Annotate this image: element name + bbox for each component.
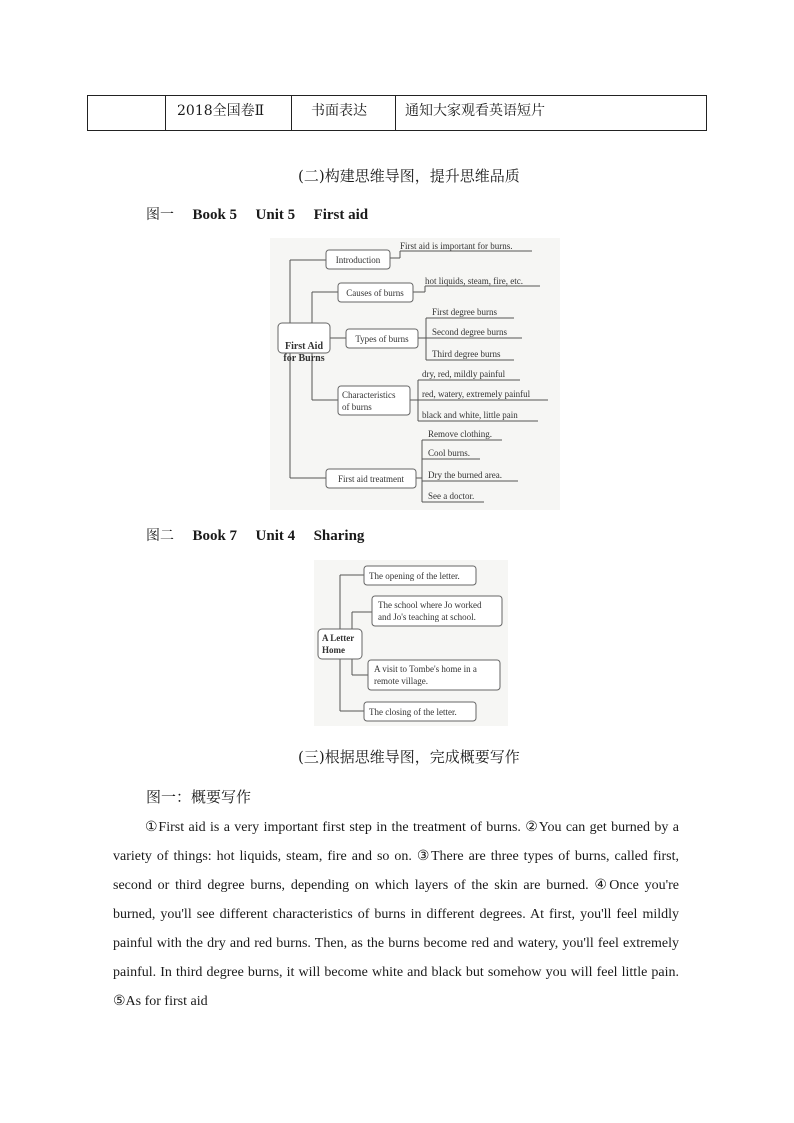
figure1-leaf: First degree burns (432, 307, 497, 317)
figure2-item-visit-line1: A visit to Tombe's home in a (374, 664, 477, 674)
table-divider (291, 96, 292, 130)
figure2-item-visit-line2: remote village. (374, 676, 428, 686)
summary-label: 图一：概要写作 (146, 788, 252, 806)
figure2-root-line2: Home (322, 645, 345, 655)
summary-paragraph: ①First aid is a very important first step in the treatment of burns. ②You can get burned by a variety of things: hot liquids, steam, fire and so on. ③There are three types of burns, called first, second or third degree burns, depending on which layers of the skin are burned. ④Once you're burned, you'll see different characteristics of burns in different degrees. At first, you'll feel mildly painful with the dry and red burns. Then, as the burns become red and watery, you'll feel extremely painful. In third degree burns, it will become white and black but somehow you will feel little pain. ⑤As for first aid (113, 820, 679, 1009)
figure1-topic: First aid (313, 207, 369, 223)
figure2-unit: Unit 4 (255, 528, 296, 544)
figure2-mindmap (314, 560, 508, 726)
figure1-leaf: red, watery, extremely painful (422, 389, 531, 399)
figure1-leaf: hot liquids, steam, fire, etc. (425, 276, 523, 286)
figure1-root-line2: for Burns (283, 353, 325, 364)
figure1-heading (146, 204, 368, 224)
figure2-item-school-line2: and Jo's teaching at school. (378, 612, 476, 622)
table-cell-exam: 2018全国卷Ⅱ (177, 103, 265, 119)
table-cell-topic: 通知大家观看英语短片 (405, 103, 545, 119)
figure1-leaf: Second degree burns (432, 327, 507, 337)
figure1-mindmap (270, 238, 560, 510)
figure2-heading (146, 525, 364, 545)
table-divider (165, 96, 166, 130)
figure1-branch-introduction: Introduction (335, 255, 381, 265)
figure1-leaf: Third degree burns (432, 349, 501, 359)
figure1-leaf: Cool burns. (428, 448, 471, 458)
section-title-mindmap: (二)构建思维导图，提升思维品质 (298, 167, 520, 185)
figure2-label: 图二 (146, 528, 174, 544)
figure1-branch-causes: Causes of burns (346, 288, 404, 298)
figure2-book: Book 7 (192, 528, 238, 544)
figure1-leaf: First aid is important for burns. (400, 241, 513, 251)
figure1-label: 图一 (146, 207, 174, 223)
figure2-item-school-line1: The school where Jo worked (378, 600, 482, 610)
figure1-branch-characteristics-line2: of burns (342, 402, 372, 412)
figure1-book: Book 5 (192, 207, 238, 223)
table-cell-type: 书面表达 (311, 103, 367, 119)
figure1-branch-types: Types of burns (355, 334, 409, 344)
table-cell-empty (90, 96, 162, 130)
figure2-root-line1: A Letter (322, 633, 355, 643)
figure1-leaf: See a doctor. (428, 491, 475, 501)
figure2-item-opening: The opening of the letter. (369, 571, 460, 581)
figure1-unit: Unit 5 (255, 207, 296, 223)
figure1-root-line1: First Aid (284, 341, 324, 352)
figure2-topic: Sharing (313, 528, 365, 544)
info-table (87, 95, 707, 131)
figure1-branch-treatment: First aid treatment (338, 474, 404, 484)
section-title-summary: (三)根据思维导图，完成概要写作 (298, 748, 520, 766)
figure1-leaf: Dry the burned area. (428, 470, 502, 480)
figure1-leaf: Remove clothing. (428, 429, 492, 439)
table-divider (395, 96, 396, 130)
figure1-branch-characteristics-line1: Characteristics (342, 390, 396, 400)
figure1-leaf: black and white, little pain (422, 410, 518, 420)
figure2-item-closing: The closing of the letter. (369, 707, 457, 717)
figure1-leaf: dry, red, mildly painful (422, 369, 506, 379)
